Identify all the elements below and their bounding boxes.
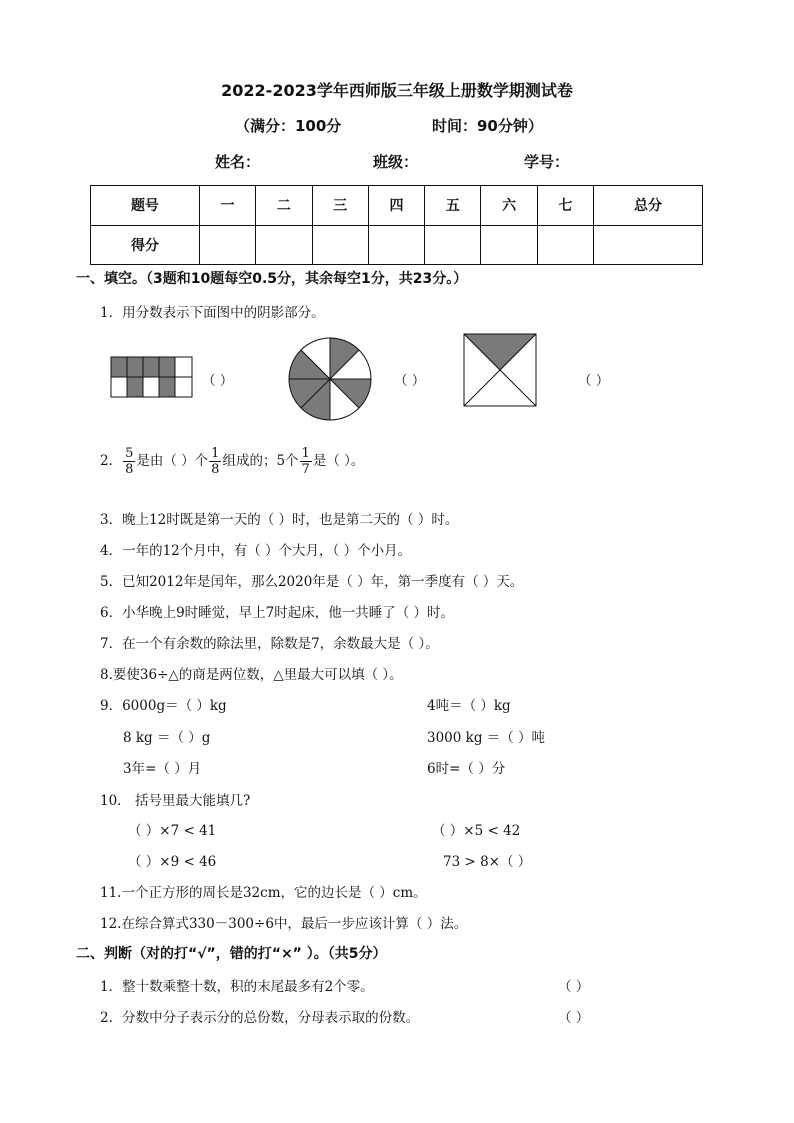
- question-7: 7．在一个有余数的除法里，除数是7，余数最大是（ ）。: [100, 636, 439, 652]
- question-10: 10． 括号里最大能填几?: [100, 793, 251, 809]
- fraction-numerator: 5: [125, 446, 134, 461]
- table-cell: 七: [537, 186, 593, 226]
- question-10d: 73 > 8×（ ）: [443, 854, 532, 870]
- question-10a: （ ）×7 < 41: [128, 823, 217, 839]
- score-cell[interactable]: [199, 225, 255, 265]
- question-9f: 6时=（ ）分: [427, 761, 506, 777]
- fraction-5-8: [123, 447, 135, 476]
- table-row: [91, 186, 703, 226]
- question-8: 8.要使36÷△的商是两位数，△里最大可以填（ ）。: [100, 667, 403, 683]
- exam-time: 时间：90分钟）: [432, 117, 543, 135]
- table-cell: 四: [368, 186, 424, 226]
- question-10c: （ ）×9 < 46: [128, 854, 217, 870]
- section1-heading: 一、填空。（3题和10题每空0.5分，其余每空1分，共23分。）: [76, 271, 468, 287]
- answer-blank[interactable]: （ ）: [578, 373, 610, 389]
- circle-figure: [287, 336, 373, 422]
- name-label: 姓名：: [215, 153, 261, 171]
- table-cell: 总分: [594, 186, 703, 226]
- answer-blank[interactable]: （ ）: [558, 979, 590, 995]
- question-12: 12.在综合算式330－300÷6中，最后一步应该计算（ ）法。: [100, 916, 468, 932]
- answer-blank[interactable]: （ ）: [202, 373, 234, 389]
- class-label: 班级：: [373, 153, 419, 171]
- table-cell: 二: [256, 186, 312, 226]
- fraction-denominator: 8: [211, 462, 220, 477]
- fraction-denominator: 8: [125, 462, 134, 477]
- answer-blank[interactable]: （ ）: [558, 1010, 590, 1026]
- student-id-label: 学号：: [524, 153, 570, 171]
- question-2: [100, 447, 364, 476]
- question-3: 3．晚上12时既是第一天的（ ）时，也是第二天的（ ）时。: [100, 512, 459, 528]
- grid-figure: [110, 356, 194, 398]
- table-row: [91, 225, 703, 265]
- full-score: （满分：100分: [235, 117, 342, 135]
- fraction-1-8: [209, 447, 221, 476]
- table-cell: 题号: [91, 186, 200, 226]
- question-9d: 3000 kg ＝（ ）吨: [427, 730, 546, 746]
- question-6: 6．小华晚上9时睡觉，早上7时起床，他一共睡了（ ）时。: [100, 605, 455, 621]
- score-cell[interactable]: [368, 225, 424, 265]
- score-cell[interactable]: [312, 225, 368, 265]
- question-9c: 8 kg ＝（ ）g: [123, 730, 211, 746]
- section2-heading: 二、判断（对的打“√”，错的打“×” ）。（共5分）: [76, 946, 387, 962]
- question-9e: 3年=（ ）月: [123, 761, 202, 777]
- fraction-denominator: 7: [301, 462, 310, 477]
- score-table: [90, 185, 703, 265]
- q2-text-1: 是由（ ）个: [136, 453, 209, 469]
- q2-text-3: 是（ ）。: [312, 453, 365, 469]
- q2-prefix: 2．: [100, 453, 123, 469]
- question-4: 4．一年的12个月中，有（ ）个大月，（ ）个小月。: [100, 543, 412, 559]
- exam-title: 2022-2023学年西师版三年级上册数学期测试卷: [221, 81, 573, 100]
- score-cell[interactable]: [537, 225, 593, 265]
- answer-blank[interactable]: （ ）: [394, 373, 426, 389]
- score-cell[interactable]: [256, 225, 312, 265]
- fraction-1-7: [300, 447, 312, 476]
- score-cell[interactable]: [425, 225, 481, 265]
- question-9b: 4吨＝（ ）kg: [427, 698, 511, 714]
- table-cell: 三: [312, 186, 368, 226]
- fraction-numerator: 1: [211, 446, 220, 461]
- q2-text-2: 组成的；5个: [222, 453, 299, 469]
- score-cell[interactable]: [481, 225, 537, 265]
- question-9a: 9．6000g＝（ ）kg: [100, 698, 227, 714]
- table-cell: 六: [481, 186, 537, 226]
- table-cell: 五: [425, 186, 481, 226]
- fraction-numerator: 1: [301, 446, 310, 461]
- question-1: 1．用分数表示下面图中的阴影部分。: [100, 305, 325, 321]
- score-cell[interactable]: [594, 225, 703, 265]
- question-10b: （ ）×5 < 42: [432, 823, 521, 839]
- square-figure: [463, 333, 537, 407]
- table-cell: 一: [199, 186, 255, 226]
- judge-question-1: 1．整十数乘整十数，积的末尾最多有2个零。: [100, 979, 374, 995]
- judge-question-2: 2．分数中分子表示分的总份数，分母表示取的份数。: [100, 1010, 420, 1026]
- table-cell: 得分: [91, 225, 200, 265]
- question-5: 5．已知2012年是闰年，那么2020年是（ ）年，第一季度有（ ）天。: [100, 574, 524, 590]
- question-11: 11.一个正方形的周长是32cm，它的边长是（ ）cm。: [100, 885, 427, 901]
